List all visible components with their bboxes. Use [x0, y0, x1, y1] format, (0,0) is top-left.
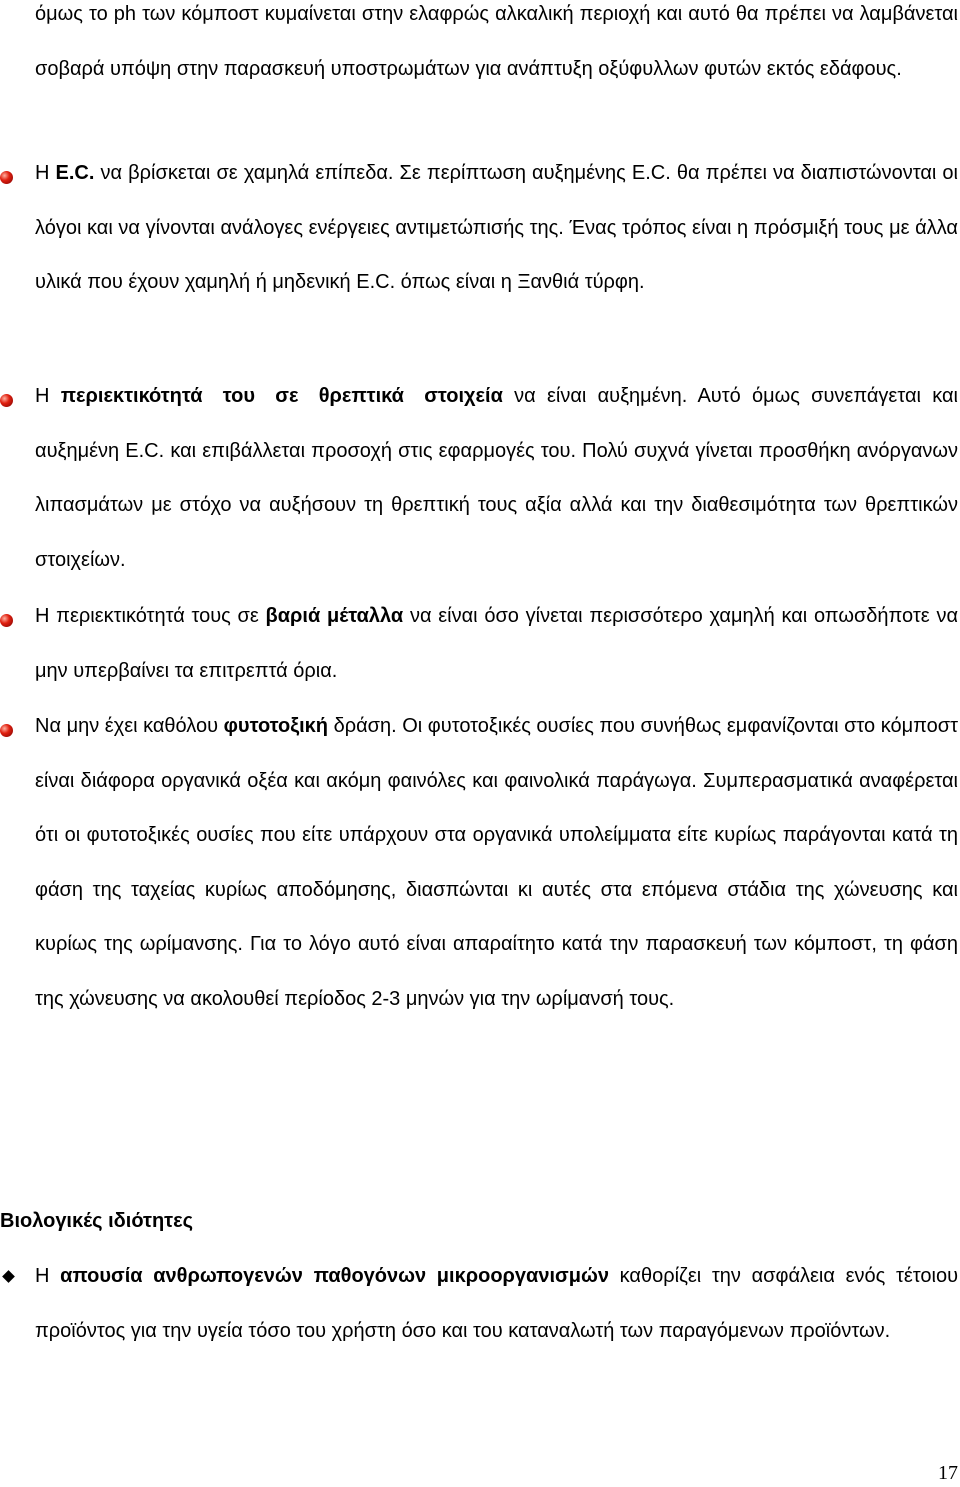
red-ball-bullet-icon: [0, 614, 13, 627]
red-ball-bullet-icon: [0, 171, 13, 184]
list-item-ec: [0, 146, 958, 310]
red-ball-bullet-icon: [0, 394, 13, 407]
red-ball-bullet-icon: [0, 724, 13, 737]
list-item-text: Η E.C. να βρίσκεται σε χαμηλά επίπεδα. Σε περίπτωση αυξημένης E.C. θα πρέπει να διαπιστώνονται οι λόγοι και να γίνονται ανάλογες ενέργειες αντιμετώπισής της. Ένας τρόπος είναι η πρόσμιξή τους με άλλα υλικά που έχουν χαμηλή ή μηδενική E.C. όπως είναι η Ξανθιά τύρφη.: [35, 162, 958, 293]
section-heading: Βιολογικές ιδιότητες: [0, 1210, 193, 1232]
list-item-text: Η απουσία ανθρωπογενών παθογόνων μικροοργανισμών καθορίζει την ασφάλεια ενός τέτοιου προϊόντος για την υγεία τόσο του χρήστη όσο και του καταναλωτή των παραγόμενων προϊόντων.: [35, 1265, 959, 1342]
paragraph-intro: όμως το ph των κόμποστ κυμαίνεται στην ελαφρώς αλκαλική περιοχή και αυτό θα πρέπει να λαμβάνεται σοβαρά υπόψη στην παρασκευή υποστρωμάτων για ανάπτυξη οξύφυλλων φυτών εκτός εδάφους.: [35, 3, 958, 80]
page-number: 17: [938, 1462, 958, 1484]
list-item-text: Η περιεκτικότητά τους σε βαριά μέταλλα να είναι όσο γίνεται περισσότερο χαμηλή και οπωσδήποτε να μην υπερβαίνει τα επιτρεπτά όρια.: [35, 605, 959, 682]
diamond-bullet-icon: [2, 1270, 15, 1283]
list-item-nutrients: [0, 369, 958, 587]
list-item-text: Να μην έχει καθόλου φυτοτοξική δράση. Οι φυτοτοξικές ουσίες που συνήθως εμφανίζονται στο κόμποστ είναι διάφορα οργανικά οξέα και ακόμη φαινόλες και φαινολικά παράγωγα. Συμπερασματικά αναφέρεται ότι οι φυτοτοξικές ουσίες που είτε υπάρχουν στα οργανικά υπολείμματα είτε κυρίως παράγονται κατά τη φάση της ταχείας κυρίως αποδόμησης, διασπώνται κι αυτές στα επόμενα στάδια της χώνευσης και κυρίως της ωρίμανσης. Για το λόγο αυτό είναι απαραίτητο κατά την παρασκευή των κόμποστ, τη φάση της χώνευσης να ακολουθεί περίοδος 2-3 μηνών για την ωρίμανσή τους.: [35, 715, 959, 1010]
list-item-pathogens: [0, 1249, 958, 1358]
list-item-text: Η περιεκτικότητά του σε θρεπτικά στοιχεία να είναι αυξημένη. Αυτό όμως συνεπάγεται και αυξημένη E.C. και επιβάλλεται προσοχή στις εφαρμογές του. Πολύ συχνά γίνεται προσθήκη ανόργανων λιπασμάτων με στόχο να αυξήσουν τη θρεπτική τους αξία αλλά και την διαθεσιμότητα των θρεπτικών στοιχείων.: [35, 385, 958, 571]
list-item-heavy-metals: [0, 589, 958, 698]
list-item-phytotoxic: [0, 699, 958, 1026]
